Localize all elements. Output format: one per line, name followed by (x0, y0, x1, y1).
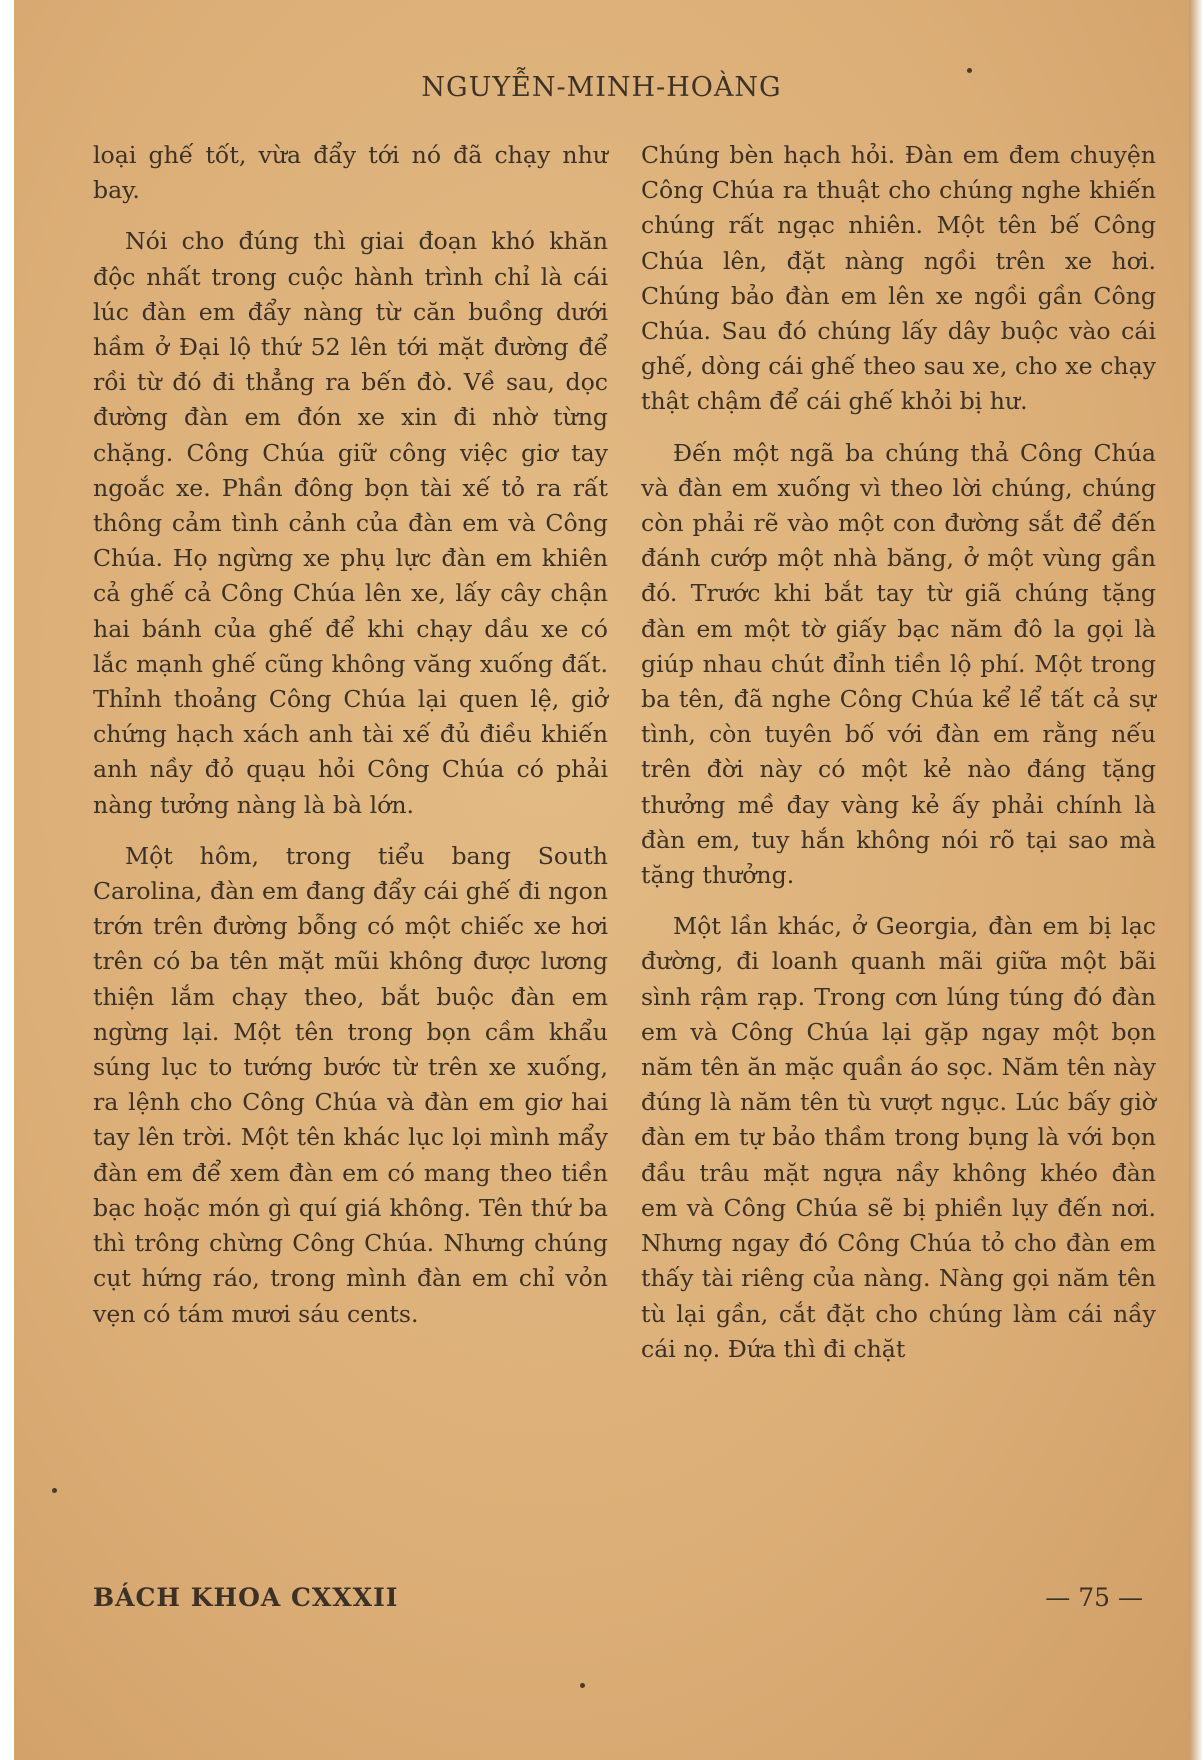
left-paragraph-1: loại ghế tốt, vừa đẩy tới nó đã chạy như bay. (93, 141, 608, 205)
right-paragraph-3: Một lần khác, ở Georgia, đàn em bị lạc đường, đi loanh quanh mãi giữa một bãi sình rậm rạp. Trong cơn lúng túng đó đàn em và Công Chúa lại gặp ngay một bọn năm tên ăn mặc quần áo sọc. Năm tên này đúng là năm tên tù vượt ngục. Lúc bấy giờ đàn em tự bảo thầm trong bụng là với bọn đầu trâu mặt ngựa nầy không khéo đàn em và Công Chúa sẽ bị phiền lụy đến nơi. Nhưng ngay đó Công Chúa tỏ cho đàn em thấy tài riêng của nàng. Nàng gọi năm tên tù lại gần, cắt đặt cho chúng làm cái nầy cái nọ. Đứa thì đi chặt (641, 912, 1156, 1363)
footer-publication: BÁCH KHOA CXXXII (93, 1583, 399, 1612)
page-right-edge (1189, 0, 1203, 1760)
ink-speck (580, 1683, 585, 1688)
right-column (641, 138, 1156, 1383)
left-paragraph-2: Nói cho đúng thì giai đoạn khó khăn độc nhất trong cuộc hành trình chỉ là cái lúc đàn em đẩy nàng từ căn buồng dưới hầm ở Đại lộ thứ 52 lên tới mặt đường để rồi từ đó đi thẳng ra bến đò. Về sau, dọc đường đàn em đón xe xin đi nhờ từng chặng. Công Chúa giữ công việc giơ tay ngoắc xe. Phần đông bọn tài xế tỏ ra rất thông cảm tình cảnh của đàn em và Công Chúa. Họ ngừng xe phụ lực đàn em khiên cả ghế cả Công Chúa lên xe, lấy cây chận hai bánh của ghế để khi chạy dầu xe có lắc mạnh ghế cũng không văng xuống đất. Thỉnh thoảng Công Chúa lại quen lệ, giở chứng hạch xách anh tài xế đủ điều khiến anh nầy đỏ quạu hỏi Công Chúa có phải nàng tưởng nàng là bà lớn. (93, 227, 608, 819)
right-paragraph-2: Đến một ngã ba chúng thả Công Chúa và đàn em xuống vì theo lời chúng, chúng còn phải rẽ vào một con đường sắt để đến đánh cướp một nhà băng, ở một vùng gần đó. Trước khi bắt tay từ giã chúng tặng đàn em một tờ giấy bạc năm đô la gọi là giúp nhau chút đỉnh tiền lộ phí. Một trong ba tên, đã nghe Công Chúa kể lể tất cả sự tình, còn tuyên bố với đàn em rằng nếu trên đời này có một kẻ nào đáng tặng thưởng mề đay vàng kẻ ấy phải chính là đàn em, tuy hắn không nói rõ tại sao mà tặng thưởng. (641, 438, 1156, 890)
left-paragraph-3: Một hôm, trong tiểu bang South Carolina, đàn em đang đẩy cái ghế đi ngon trớn trên đường bỗng có một chiếc xe hơi trên có ba tên mặt mũi không được lương thiện lắm chạy theo, bắt buộc đàn em ngừng lại. Một tên trong bọn cầm khẩu súng lục to tướng bước từ trên xe xuống, ra lệnh cho Công Chúa và đàn em giơ hai tay lên trời. Một tên khác lục lọi mình mẩy đàn em để xem đàn em có mang theo tiền bạc hoặc món gì quí giá không. Tên thứ ba thì trông chừng Công Chúa. Nhưng chúng cụt hứng ráo, trong mình đàn em chỉ vỏn vẹn có tám mươi sáu cents. (93, 841, 608, 1328)
page-header-title: NGUYỄN-MINH-HOÀNG (421, 72, 782, 103)
ink-speck (967, 68, 972, 73)
footer-page-number: — 75 — (1045, 1583, 1143, 1612)
left-column (93, 138, 608, 1348)
right-paragraph-1: Chúng bèn hạch hỏi. Đàn em đem chuyện Công Chúa ra thuật cho chúng nghe khiến chúng rất ngạc nhiên. Một tên bế Công Chúa lên, đặt nàng ngồi trên xe hơi. Chúng bảo đàn em lên xe ngồi gần Công Chúa. Sau đó chúng lấy dây buộc vào cái ghế, dòng cái ghế theo sau xe, cho xe chạy thật chậm để cái ghế khỏi bị hư. (641, 141, 1156, 416)
page-left-margin (0, 0, 14, 1760)
ink-speck (52, 1488, 57, 1493)
